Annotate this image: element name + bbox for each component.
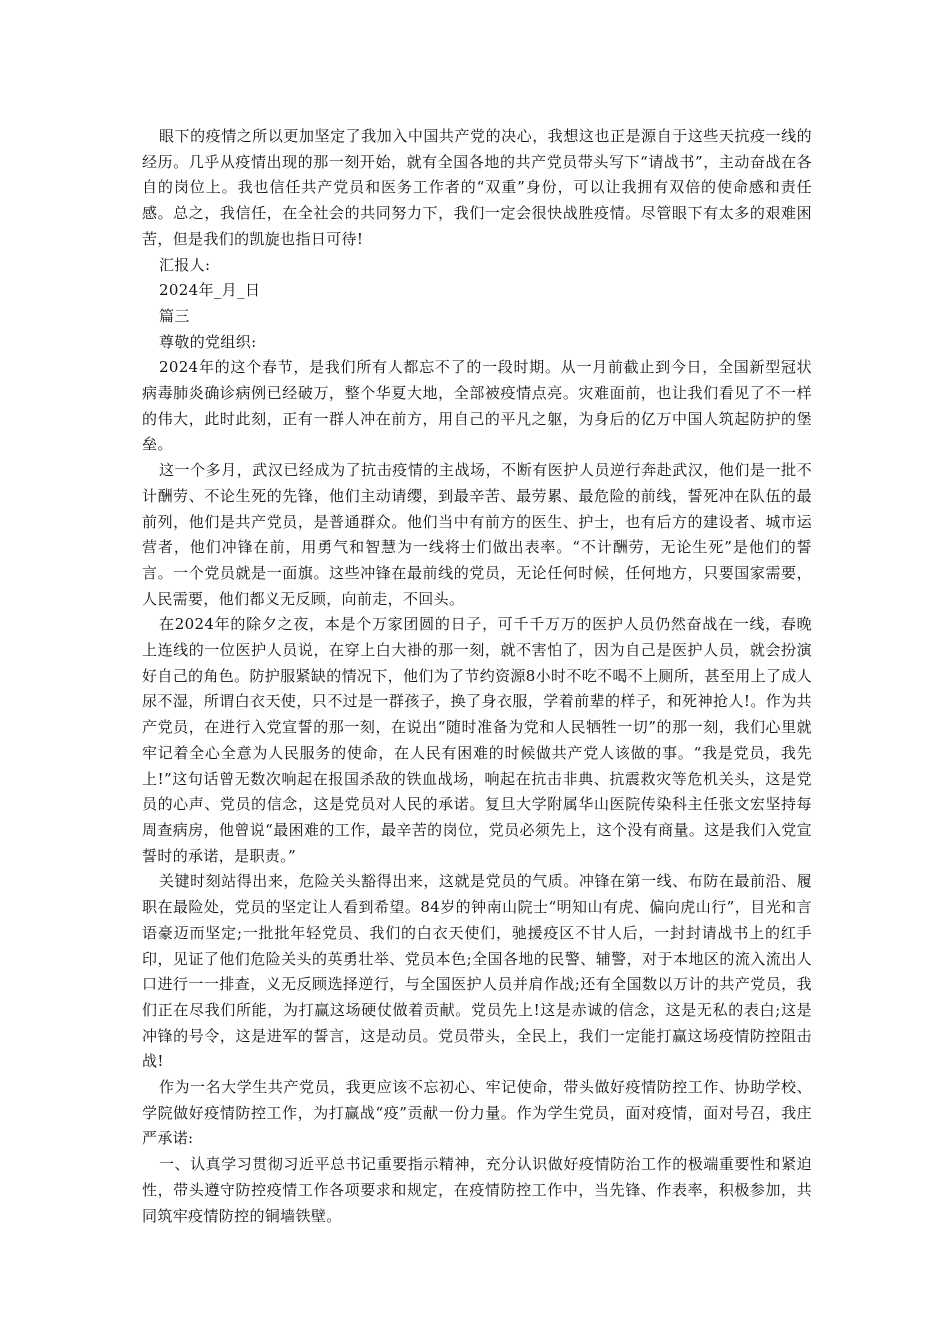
salutation: 尊敬的党组织: [159,332,257,351]
paragraph-closing-reflection: 眼下的疫情之所以更加坚定了我加入中国共产党的决心，我想这也正是源自于这些天抗疫一线的经历。几乎从疫情出现的那一刻开始，就有全国各地的共产党员带头写下“请战书”，主动奋战在各自的岗位上。我也信任共产党员和医务工作者的“双重”身份，可以让我拥有双倍的使命感和责任感。总之，我信任，在全社会的共同努力下，我们一定会很快战胜疫情。尽管眼下有太多的艰难困苦，但是我们的凯旋也指日可待! [142,127,812,248]
reporter-line: 汇报人: [159,255,211,274]
date-line: 2024年_月_日 [159,281,261,300]
paragraph-new-year-eve: 在2024年的除夕之夜，本是个万家团圆的日子，可千千万万的医护人员仍然奋战在一线，春晚上连线的一位医护人员说，在穿上白大褂的那一刻，就不害怕了，因为自己是医护人员，就会扮演好自己的角色。防护服紧缺的情况下，他们为了节约资源8小时不吃不喝不上厕所，甚至用上了成人尿不湿，所谓白衣天使，只不过是一群孩子，换了身衣服，学着前辈的样子，和死神抢人!。作为共产党员，在进行入党宣誓的那一刻，在说出“随时准备为党和人民牺牲一切”的那一刻，我们心里就牢记着全心全意为人民服务的使命，在人民有困难的时候做共产党人该做的事。“我是党员，我先上!”这句话曾无数次响起在报国杀敌的铁血战场，响起在抗击非典、抗震救灾等危机关头，这是党员的心声、党员的信念，这是党员对人民的承诺。复旦大学附属华山医院传染科主任张文宏坚持每周查病房，他曾说“最困难的工作，最辛苦的岗位，党员必须先上，这个没有商量。这是我们入党宣誓时的承诺，是职责。” [142,615,812,865]
paragraph-student-pledge: 作为一名大学生共产党员，我更应该不忘初心、牢记使命，带头做好疫情防控工作、协助学校、学院做好疫情防控工作，为打赢战“疫”贡献一份力量。作为学生党员，面对疫情，面对号召，我庄严承诺: [142,1078,812,1148]
section-heading: 篇三 [159,306,190,325]
paragraph-wuhan-frontline: 这一个多月，武汉已经成为了抗击疫情的主战场，不断有医护人员逆行奔赴武汉，他们是一批不计酬劳、不论生死的先锋，他们主动请缨，到最辛苦、最劳累、最危险的前线，誓死冲在队伍的最前列，他们是共产党员，是普通群众。他们当中有前方的医生、护士，也有后方的建设者、城市运营者，他们冲锋在前，用勇气和智慧为一线将士们做出表率。“不计酬劳，无论生死”是他们的誓言。一个党员就是一面旗。这些冲锋在最前线的党员，无论任何时候，任何地方，只要国家需要，人民需要，他们都义无反顾，向前走，不回头。 [142,461,812,608]
paragraph-party-member-spirit: 关键时刻站得出来，危险关头豁得出来，这就是党员的气质。冲锋在第一线、布防在最前沿、履职在最险处，党员的坚定让人看到希望。84岁的钟南山院士“明知山有虎、偏向虎山行”，目光和言语豪迈而坚定;一批批年轻党员、我们的白衣天使们，驰援疫区不甘人后，一封封请战书上的红手印，见证了他们危险关头的英勇壮举、党员本色;全国各地的民警、辅警，对于本地区的流入流出人口进行一一排查，义无反顾选择逆行，与全国医护人员并肩作战;还有全国数以万计的共产党员，我们正在尽我们所能，为打赢这场硬仗做着贡献。党员先上!这是赤诚的信念，这是无私的表白;这是冲锋的号令，这是进军的誓言，这是动员。党员带头，全民上，我们一定能打赢这场疫情防控阻击战! [142,872,812,1071]
document-page [142,124,812,1229]
paragraph-pledge-item-1: 一、认真学习贯彻习近平总书记重要指示精神，充分认识做好疫情防治工作的极端重要性和紧迫性，带头遵守防控疫情工作各项要求和规定，在疫情防控工作中，当先锋、作表率，积极参加，共同筑牢疫情防控的铜墙铁壁。 [142,1155,812,1225]
paragraph-spring-festival: 2024年的这个春节，是我们所有人都忘不了的一段时期。从一月前截止到今日，全国新型冠状病毒肺炎确诊病例已经破万，整个华夏大地，全部被疫情点亮。灾难面前，也让我们看见了不一样的伟大，此时此刻，正有一群人冲在前方，用自己的平凡之躯，为身后的亿万中国人筑起防护的堡垒。 [142,358,812,454]
